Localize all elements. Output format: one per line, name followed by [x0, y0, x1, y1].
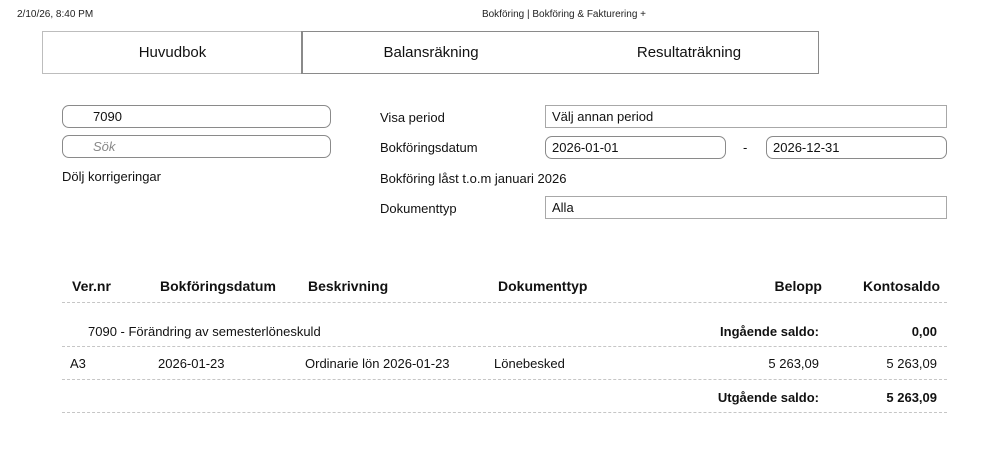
- tab-balansrakning[interactable]: Balansräkning: [383, 44, 479, 61]
- cell-date: 2026-01-23: [158, 356, 225, 371]
- col-dokumenttyp[interactable]: Dokumenttyp: [498, 278, 588, 294]
- col-ver-nr[interactable]: Ver.nr: [72, 278, 111, 294]
- search-input[interactable]: Sök: [62, 135, 331, 158]
- period-select[interactable]: Välj annan period: [545, 105, 947, 128]
- account-input[interactable]: 7090: [62, 105, 331, 128]
- timestamp: 2/10/26, 8:40 PM: [17, 9, 94, 20]
- divider: [62, 302, 947, 303]
- date-label: Bokföringsdatum: [380, 140, 478, 155]
- account-heading: 7090 - Förändring av semesterlöneskuld: [88, 324, 321, 339]
- doctype-label: Dokumenttyp: [380, 201, 457, 216]
- period-label: Visa period: [380, 110, 445, 125]
- cell-balance: 5 263,09: [886, 356, 937, 371]
- cell-ver-nr: A3: [70, 356, 86, 371]
- col-bokforingsdatum[interactable]: Bokföringsdatum: [160, 278, 276, 294]
- divider: [62, 379, 947, 380]
- cell-doctype: Lönebesked: [494, 356, 565, 371]
- opening-balance-value: 0,00: [911, 324, 937, 339]
- table-row[interactable]: [62, 347, 947, 379]
- page-title: Bokföring | Bokföring & Fakturering +: [481, 9, 647, 20]
- cell-amount: 5 263,09: [768, 356, 819, 371]
- doctype-select[interactable]: Alla: [545, 196, 947, 219]
- cell-description: Ordinarie lön 2026-01-23: [305, 356, 450, 371]
- hide-corrections-toggle[interactable]: Dölj korrigeringar: [62, 169, 161, 184]
- tab-huvudbok[interactable]: Huvudbok: [43, 32, 303, 73]
- col-beskrivning[interactable]: Beskrivning: [308, 278, 389, 294]
- opening-balance-label: Ingående saldo:: [720, 324, 819, 339]
- locked-notice: Bokföring låst t.o.m januari 2026: [380, 171, 567, 186]
- date-from-input[interactable]: 2026-01-01: [545, 136, 726, 159]
- date-separator: -: [743, 140, 748, 155]
- col-kontosaldo[interactable]: Kontosaldo: [863, 278, 940, 294]
- tab-frame: [301, 31, 819, 74]
- date-to-input[interactable]: 2026-12-31: [766, 136, 947, 159]
- closing-balance-value: 5 263,09: [886, 390, 937, 405]
- closing-balance-label: Utgående saldo:: [717, 390, 819, 405]
- col-belopp[interactable]: Belopp: [774, 278, 822, 294]
- divider: [62, 412, 947, 413]
- tab-resultatrakning[interactable]: Resultaträkning: [636, 44, 742, 61]
